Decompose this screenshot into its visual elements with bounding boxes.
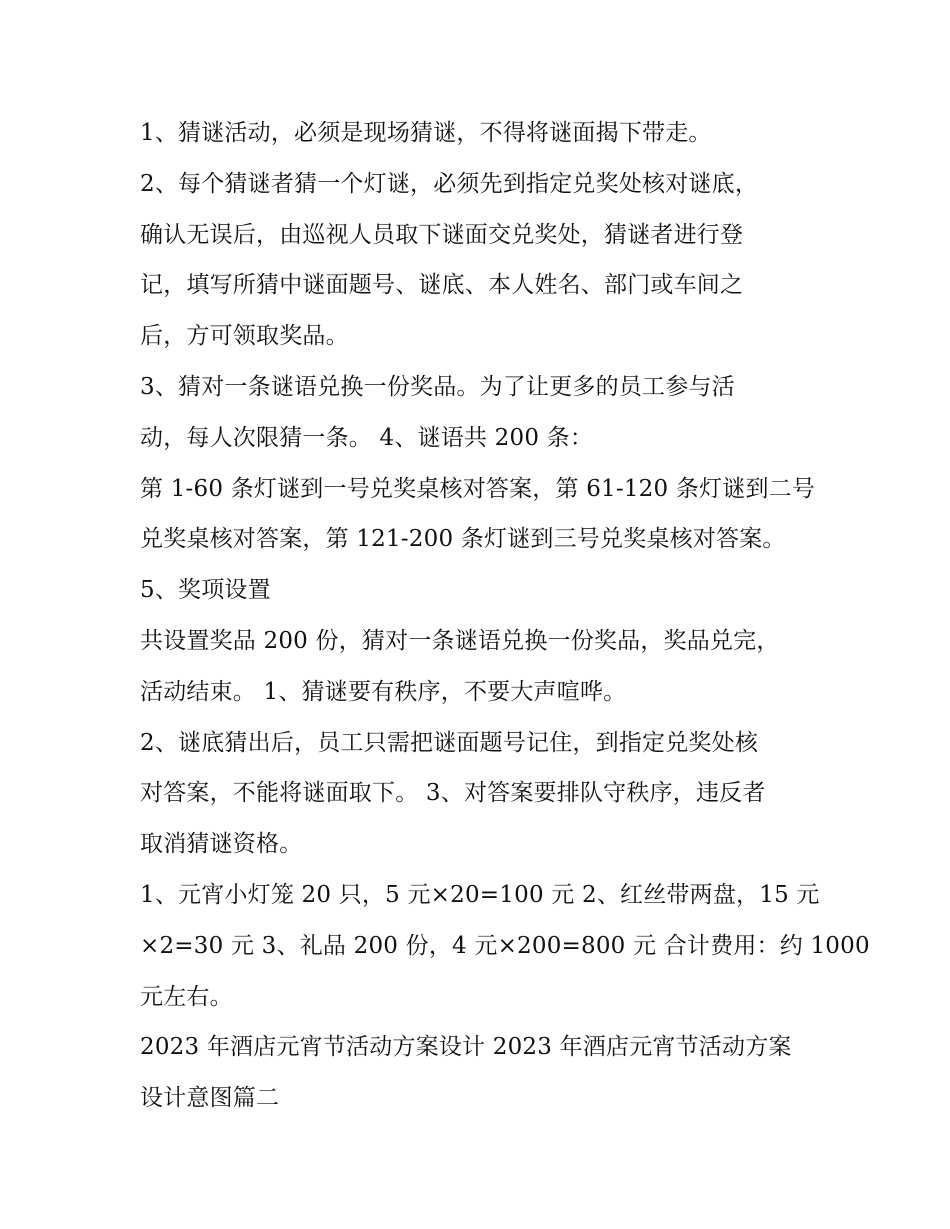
text-line: 活动结束。 1、猜谜要有秩序，不要大声喧哗。	[140, 678, 627, 705]
document-body	[140, 108, 870, 1124]
section-heading-prizes: 5、奖项设置	[140, 577, 271, 604]
text-line: 2、谜底猜出后，员工只需把谜面题号记住，到指定兑奖处核	[140, 729, 759, 756]
text-line: 兑奖桌核对答案，第 121-200 条灯谜到三号兑奖桌核对答案。	[140, 526, 786, 553]
text-line-budget: 1、元宵小灯笼 20 只，5 元×20=100 元 2、红丝带两盘，15 元	[140, 881, 820, 908]
text-line: 共设置奖品 200 份，猜对一条谜语兑换一份奖品，奖品兑完，	[140, 627, 780, 654]
text-line: 取消猜谜资格。	[140, 831, 303, 858]
text-line-rule-2: 2、每个猜谜者猜一个灯谜，必须先到指定兑奖处核对谜底，	[140, 170, 759, 197]
text-line-rule-1: 1、猜谜活动，必须是现场猜谜，不得将谜面揭下带走。	[140, 120, 712, 146]
document-title-line: 设计意图篇二	[140, 1085, 280, 1112]
text-line: 后，方可领取奖品。	[140, 323, 349, 350]
text-line: 对答案，不能将谜面取下。 3、对答案要排队守秩序，违反者	[140, 780, 766, 807]
text-line-budget: 元左右。	[140, 983, 233, 1010]
text-line: 记，填写所猜中谜面题号、谜底、本人姓名、部门或车间之	[140, 272, 744, 299]
document-title-line: 2023 年酒店元宵节活动方案设计 2023 年酒店元宵节活动方案	[140, 1034, 792, 1061]
text-line: 确认无误后，由巡视人员取下谜面交兑奖处，猜谜者进行登	[140, 221, 744, 248]
text-line: 第 1-60 条灯谜到一号兑奖桌核对答案，第 61-120 条灯谜到二号	[140, 475, 816, 502]
text-line: 动，每人次限猜一条。 4、谜语共 200 条：	[140, 424, 594, 451]
text-line-budget: ×2=30 元 3、礼品 200 份，4 元×200=800 元 合计费用：约 1000	[140, 932, 870, 959]
text-line-rule-3: 3、猜对一条谜语兑换一份奖品。为了让更多的员工参与活	[140, 373, 735, 400]
